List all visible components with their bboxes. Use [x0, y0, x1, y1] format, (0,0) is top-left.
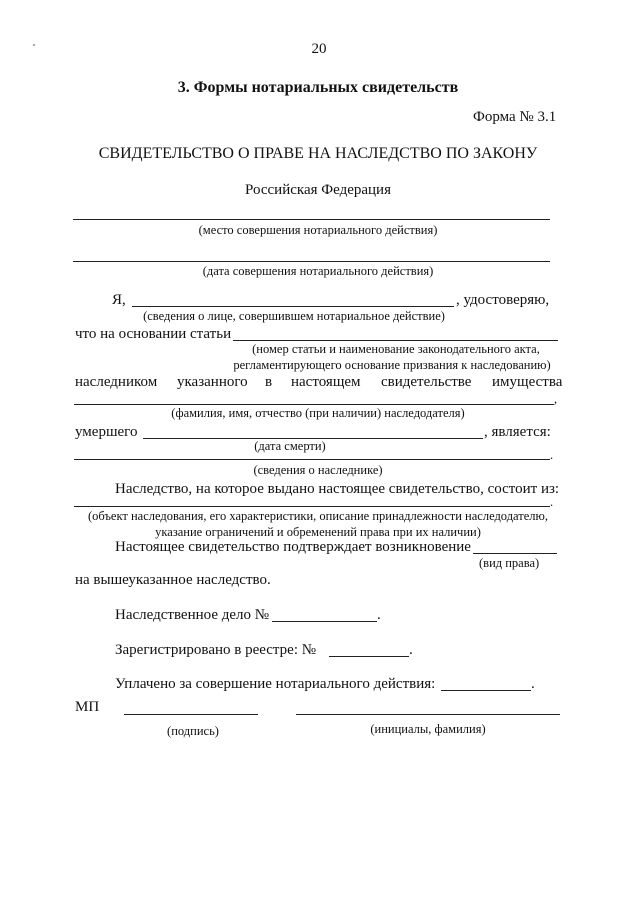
article-caption-1: (номер статьи и наименование законодательного акта,: [252, 342, 540, 356]
heir-word-1: наследником: [75, 374, 158, 390]
deceased-label: умершего: [75, 424, 138, 440]
place-line[interactable]: [73, 219, 550, 220]
is-label: , является:: [484, 424, 551, 440]
death-date-caption: (дата смерти): [254, 439, 326, 453]
page-number: 20: [311, 41, 327, 57]
initials-line[interactable]: [296, 714, 560, 715]
estate-caption-1: (объект наследования, его характеристики, описание принадлежности наследодателю,: [88, 509, 548, 523]
signature-line[interactable]: [124, 714, 258, 715]
paid-label: Уплачено за совершение нотариального действия:: [115, 676, 436, 692]
notary-caption: (сведения о лице, совершившем нотариальное действие): [143, 309, 445, 323]
scan-mark: [33, 44, 36, 47]
article-basis-label: что на основании статьи: [75, 326, 232, 342]
estate-dot: .: [550, 495, 554, 509]
deceased-name-comma: ,: [554, 392, 558, 406]
form-number: Форма № 3.1: [473, 109, 557, 125]
section-title: 3. Формы нотариальных свидетельств: [177, 79, 459, 96]
case-line[interactable]: [272, 621, 377, 622]
estate-line[interactable]: [74, 506, 550, 507]
paid-line[interactable]: [441, 690, 531, 691]
certify-label: , удостоверяю,: [456, 292, 550, 308]
register-dot: .: [409, 642, 413, 658]
heir-line[interactable]: [74, 459, 550, 460]
paid-dot: .: [531, 676, 535, 692]
heir-word-6: имущества: [492, 374, 563, 390]
article-line[interactable]: [233, 340, 558, 341]
register-label: Зарегистрировано в реестре: №: [115, 642, 317, 658]
confirms-label: Настоящее свидетельство подтверждает возникновение: [115, 539, 471, 555]
heir-dot: .: [550, 448, 554, 462]
case-label: Наследственное дело №: [115, 607, 270, 623]
deceased-name-line[interactable]: [74, 404, 554, 405]
heir-word-3: в: [265, 374, 273, 390]
heir-caption: (сведения о наследнике): [253, 463, 383, 477]
deceased-name-caption: (фамилия, имя, отчество (при наличии) наследодателя): [171, 406, 465, 420]
date-line[interactable]: [73, 261, 550, 262]
right-kind-line[interactable]: [473, 553, 557, 554]
document-title: СВИДЕТЕЛЬСТВО О ПРАВЕ НА НАСЛЕДСТВО ПО ЗАКОНУ: [98, 145, 538, 162]
signature-caption: (подпись): [167, 724, 219, 738]
estate-caption-2: указание ограничений и обременений права при их наличии): [155, 525, 481, 539]
estate-label: Наследство, на которое выдано настоящее свидетельство, состоит из:: [115, 481, 560, 497]
date-caption: (дата совершения нотариального действия): [202, 264, 434, 278]
stamp-label: МП: [75, 699, 100, 715]
article-caption-2: регламентирующего основание призвания к наследованию): [233, 358, 551, 372]
ya-label: Я,: [112, 292, 126, 308]
heir-word-5: свидетельстве: [381, 374, 472, 390]
heir-word-4: настоящем: [291, 374, 361, 390]
initials-caption: (инициалы, фамилия): [370, 722, 486, 736]
heir-word-2: указанного: [177, 374, 248, 390]
register-line[interactable]: [329, 656, 409, 657]
case-dot: .: [377, 607, 381, 623]
country-name: Российская Федерация: [245, 182, 391, 198]
place-caption: (место совершения нотариального действия): [198, 223, 438, 237]
right-kind-caption: (вид права): [479, 556, 540, 570]
on-estate-label: на вышеуказанное наследство.: [75, 572, 271, 588]
notary-line[interactable]: [132, 306, 454, 307]
